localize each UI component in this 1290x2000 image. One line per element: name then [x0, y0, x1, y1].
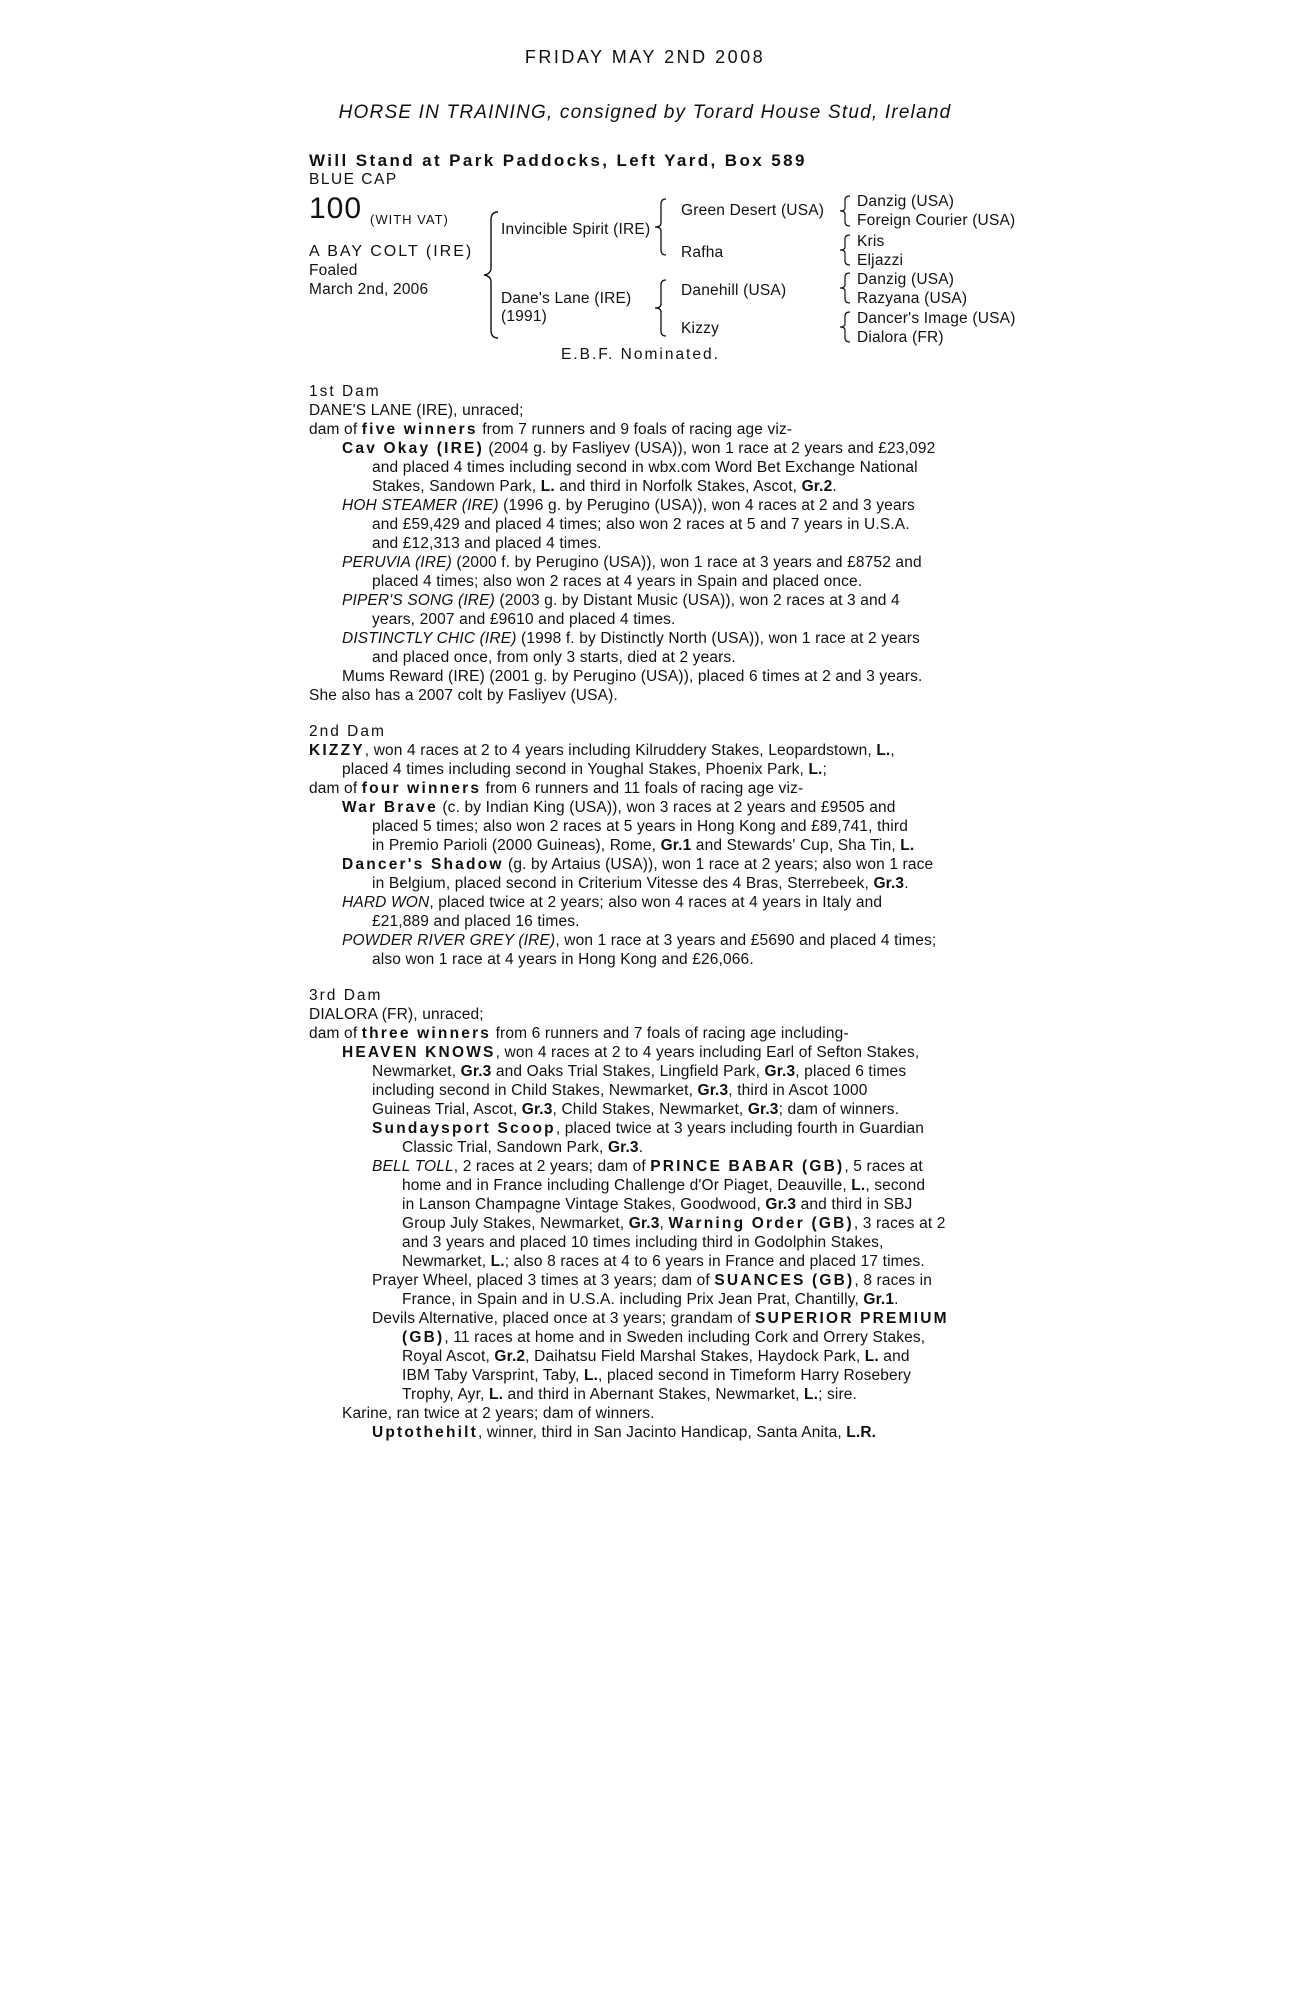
pedigree-brace-g1 — [838, 194, 852, 228]
vat-label: (WITH VAT) — [370, 212, 449, 227]
dam-dam-name: Kizzy — [681, 320, 720, 337]
third-dam-section — [309, 986, 1009, 1442]
pedigree-brace-g3 — [838, 271, 852, 305]
third-dam-line: Classic Trial, Sandown Park, Gr.3. — [402, 1139, 644, 1156]
third-dam-line: home and in France including Challenge d'Or Piaget, Deauville, L., second — [402, 1177, 926, 1194]
third-dam-line: IBM Taby Varsprint, Taby, L., placed second in Timeform Harry Rosebery — [402, 1367, 912, 1384]
grand-ancestor-1: Danzig (USA) — [857, 193, 955, 210]
third-dam-line: Royal Ascot, Gr.2, Daihatsu Field Marshal Stakes, Haydock Park, L. and — [402, 1348, 910, 1365]
second-dam-line: £21,889 and placed 16 times. — [372, 913, 580, 930]
second-dam-line: KIZZY, won 4 races at 2 to 4 years including Kilruddery Stakes, Leopardstown, L., — [309, 742, 895, 759]
first-dam-line: years, 2007 and £9610 and placed 4 times. — [372, 611, 676, 628]
second-dam-line: HARD WON, placed twice at 2 years; also won 4 races at 4 years in Italy and — [342, 894, 883, 911]
third-dam-line: Guineas Trial, Ascot, Gr.3, Child Stakes, Newmarket, Gr.3; dam of winners. — [372, 1101, 900, 1118]
pedigree-brace-g2 — [838, 233, 852, 267]
third-dam-line: in Lanson Champagne Vintage Stakes, Goodwood, Gr.3 and third in SBJ — [402, 1196, 913, 1213]
lot-number: 100 — [309, 192, 363, 225]
dam-name: Dane's Lane (IRE) — [501, 290, 632, 307]
grand-ancestor-8: Dialora (FR) — [857, 329, 944, 346]
section-heading: 3rd Dam — [309, 987, 383, 1004]
grand-ancestor-4: Eljazzi — [857, 252, 904, 269]
third-dam-line: Sundaysport Scoop, placed twice at 3 years including fourth in Guardian — [372, 1120, 925, 1137]
second-dam-line: also won 1 race at 4 years in Hong Kong and £26,066. — [372, 951, 754, 968]
third-dam-line: DIALORA (FR), unraced; — [309, 1006, 484, 1023]
foaled-label: Foaled — [309, 262, 358, 279]
sire-name: Invincible Spirit (IRE) — [501, 221, 651, 238]
second-dam-line: in Premio Parioli (2000 Guineas), Rome, Gr.1 and Stewards' Cup, Sha Tin, L. — [372, 837, 915, 854]
third-dam-line: Trophy, Ayr, L. and third in Abernant Stakes, Newmarket, L.; sire. — [402, 1386, 858, 1403]
third-dam-line: and 3 years and placed 10 times including third in Godolphin Stakes, — [402, 1234, 884, 1251]
first-dam-line: dam of five winners from 7 runners and 9 foals of racing age viz- — [309, 421, 793, 438]
sire-sire-name: Green Desert (USA) — [681, 202, 825, 219]
third-dam-line: HEAVEN KNOWS, won 4 races at 2 to 4 years including Earl of Sefton Stakes, — [342, 1044, 920, 1061]
third-dam-line: Karine, ran twice at 2 years; dam of winners. — [342, 1405, 655, 1422]
ebf-nomination: E.B.F. Nominated. — [561, 346, 720, 363]
second-dam-line: War Brave (c. by Indian King (USA)), won 3 races at 2 years and £9505 and — [342, 799, 896, 816]
grand-ancestor-7: Dancer's Image (USA) — [857, 310, 1016, 327]
section-heading: 2nd Dam — [309, 723, 386, 740]
first-dam-line: and placed 4 times including second in wbx.com Word Bet Exchange National — [372, 459, 918, 476]
third-dam-line: France, in Spain and in U.S.A. including Prix Jean Prat, Chantilly, Gr.1. — [402, 1291, 899, 1308]
third-dam-line: Prayer Wheel, placed 3 times at 3 years; dam of SUANCES (GB), 8 races in — [372, 1272, 933, 1289]
first-dam-line: and placed once, from only 3 starts, died at 2 years. — [372, 649, 736, 666]
third-dam-line: Group July Stakes, Newmarket, Gr.3, Warning Order (GB), 3 races at 2 — [402, 1215, 946, 1232]
third-dam-line: Devils Alternative, placed once at 3 years; grandam of SUPERIOR PREMIUM — [372, 1310, 949, 1327]
second-dam-line: POWDER RIVER GREY (IRE), won 1 race at 3 years and £5690 and placed 4 times; — [342, 932, 937, 949]
second-dam-line: Dancer's Shadow (g. by Artaius (USA)), won 1 race at 2 years; also won 1 race — [342, 856, 934, 873]
first-dam-line: DANE'S LANE (IRE), unraced; — [309, 402, 524, 419]
second-dam-line: placed 4 times including second in Youghal Stakes, Phoenix Park, L.; — [342, 761, 827, 778]
pedigree-brace-dam — [652, 278, 668, 338]
grand-ancestor-6: Razyana (USA) — [857, 290, 968, 307]
pedigree-brace-g4 — [838, 310, 852, 344]
grand-ancestor-3: Kris — [857, 233, 885, 250]
third-dam-line: Newmarket, Gr.3 and Oaks Trial Stakes, Lingfield Park, Gr.3, placed 6 times — [372, 1063, 907, 1080]
first-dam-line: and £59,429 and placed 4 times; also won 2 races at 5 and 7 years in U.S.A. — [372, 516, 910, 533]
first-dam-line: She also has a 2007 colt by Fasliyev (USA). — [309, 687, 618, 704]
first-dam-section — [309, 382, 1009, 705]
first-dam-line: and £12,313 and placed 4 times. — [372, 535, 602, 552]
third-dam-line: (GB), 11 races at home and in Sweden including Cork and Orrery Stakes, — [402, 1329, 926, 1346]
dam-sire-name: Danehill (USA) — [681, 282, 787, 299]
second-dam-section — [309, 722, 1009, 969]
first-dam-line: DISTINCTLY CHIC (IRE) (1998 f. by Distinctly North (USA)), won 1 race at 2 years — [342, 630, 920, 647]
first-dam-line: Stakes, Sandown Park, L. and third in Norfolk Stakes, Ascot, Gr.2. — [372, 478, 837, 495]
section-heading: 1st Dam — [309, 383, 381, 400]
third-dam-line: Uptothehilt, winner, third in San Jacinto Handicap, Santa Anita, L.R. — [372, 1424, 877, 1441]
first-dam-line: Mums Reward (IRE) (2001 g. by Perugino (USA)), placed 6 times at 2 and 3 years. — [342, 668, 923, 685]
grand-ancestor-5: Danzig (USA) — [857, 271, 955, 288]
grand-ancestor-2: Foreign Courier (USA) — [857, 212, 1016, 229]
pedigree-brace-main — [480, 210, 500, 340]
horse-description: A BAY COLT (IRE) — [309, 243, 474, 260]
second-dam-line: placed 5 times; also won 2 races at 5 years in Hong Kong and £89,741, third — [372, 818, 908, 835]
sire-dam-name: Rafha — [681, 244, 724, 261]
stabling-location: Will Stand at Park Paddocks, Left Yard, Box 589 — [309, 151, 807, 170]
first-dam-line: placed 4 times; also won 2 races at 4 years in Spain and placed once. — [372, 573, 863, 590]
third-dam-line: BELL TOLL, 2 races at 2 years; dam of PRINCE BABAR (GB), 5 races at — [372, 1158, 923, 1175]
third-dam-line: including second in Child Stakes, Newmarket, Gr.3, third in Ascot 1000 — [372, 1082, 868, 1099]
first-dam-line: HOH STEAMER (IRE) (1996 g. by Perugino (USA)), won 4 races at 2 and 3 years — [342, 497, 915, 514]
third-dam-line: Newmarket, L.; also 8 races at 4 to 6 years in France and placed 17 times. — [402, 1253, 925, 1270]
first-dam-line: Cav Okay (IRE) (2004 g. by Fasliyev (USA)), won 1 race at 2 years and £23,092 — [342, 440, 936, 457]
first-dam-line: PERUVIA (IRE) (2000 f. by Perugino (USA)), won 1 race at 3 years and £8752 and — [342, 554, 922, 571]
cap-colour: BLUE CAP — [309, 171, 398, 188]
pedigree-brace-sire — [652, 197, 668, 257]
second-dam-line: in Belgium, placed second in Criterium Vitesse des 4 Bras, Sterrebeek, Gr.3. — [372, 875, 909, 892]
second-dam-line: dam of four winners from 6 runners and 11 foals of racing age viz- — [309, 780, 804, 797]
first-dam-line: PIPER'S SONG (IRE) (2003 g. by Distant Music (USA)), won 2 races at 3 and 4 — [342, 592, 900, 609]
sale-date: FRIDAY MAY 2ND 2008 — [524, 47, 766, 67]
third-dam-line: dam of three winners from 6 runners and 7 foals of racing age including- — [309, 1025, 849, 1042]
foaled-date: March 2nd, 2006 — [309, 281, 429, 298]
dam-year: (1991) — [501, 308, 548, 325]
consignor-subtitle: HORSE IN TRAINING, consigned by Torard House Stud, Ireland — [338, 102, 952, 123]
